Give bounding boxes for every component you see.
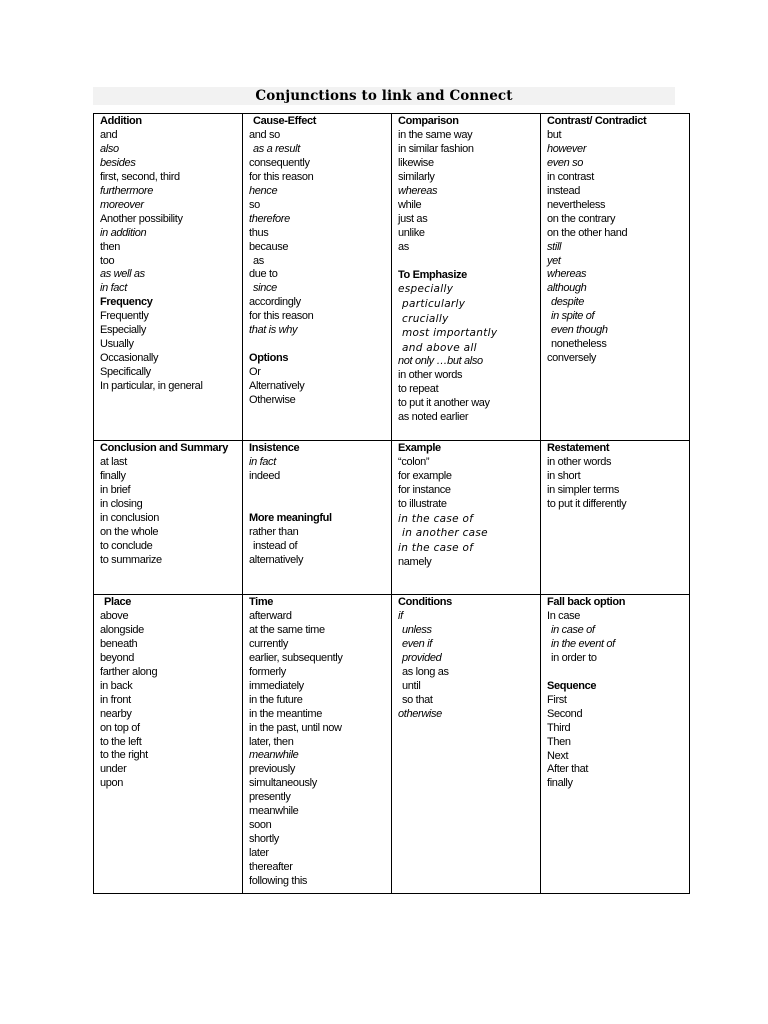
section-heading: Time — [249, 596, 274, 608]
list-item: indeed — [249, 469, 280, 482]
list-item: thus — [249, 226, 269, 239]
list-item: above — [100, 609, 129, 622]
list-item: in other words — [398, 369, 463, 382]
table-cell — [541, 595, 690, 894]
list-item: in order to — [551, 651, 597, 664]
list-item: formerly — [249, 665, 286, 678]
list-item: Third — [547, 721, 571, 734]
list-item: Otherwise — [249, 394, 296, 407]
list-item: for this reason — [249, 170, 314, 183]
list-item: also — [100, 142, 119, 155]
list-item: instead — [547, 184, 581, 197]
list-item: hence — [249, 184, 278, 197]
list-item: Then — [547, 735, 571, 748]
list-item: Usually — [100, 338, 134, 351]
list-item: in fact — [100, 282, 127, 295]
list-item: immediately — [249, 679, 304, 692]
spacer — [547, 666, 689, 680]
list-item: Occasionally — [100, 352, 159, 365]
list-item: in back — [100, 679, 133, 692]
cell-fallback — [547, 596, 689, 791]
list-item: shortly — [249, 833, 279, 846]
list-item: first, second, third — [100, 170, 180, 183]
list-item: in case of — [551, 623, 595, 636]
list-item: to illustrate — [398, 497, 447, 510]
list-item: because — [249, 240, 289, 253]
list-item: currently — [249, 637, 289, 650]
list-item: Second — [547, 707, 583, 720]
title-bar — [93, 87, 675, 105]
list-item: in the event of — [551, 637, 615, 650]
list-item: therefore — [249, 212, 290, 225]
list-item: simultaneously — [249, 777, 317, 790]
list-item: to the right — [100, 749, 148, 762]
section-heading: Place — [104, 596, 131, 608]
page-title: Conjunctions to link and Connect — [255, 88, 513, 104]
list-item: in front — [100, 693, 131, 706]
table-cell — [243, 114, 392, 441]
list-item: Specifically — [100, 366, 151, 379]
section-heading: Sequence — [547, 679, 597, 692]
spacer — [249, 484, 391, 512]
list-item: Another possibility — [100, 212, 183, 225]
list-item: and above all — [402, 341, 477, 354]
list-item: however — [547, 142, 587, 155]
list-item: at last — [100, 455, 127, 468]
conjunctions-table — [93, 113, 690, 894]
list-item: earlier, subsequently — [249, 651, 343, 664]
list-item: After that — [547, 763, 589, 776]
list-item: furthermore — [100, 184, 154, 197]
list-item: too — [100, 254, 115, 267]
list-item: since — [253, 282, 277, 295]
cell-restatement — [547, 442, 689, 512]
list-item: so — [249, 198, 260, 211]
section-heading: Options — [249, 352, 289, 365]
section-heading: Insistence — [249, 442, 300, 454]
section-heading: Contrast/ Contradict — [547, 115, 647, 127]
list-item: meanwhile — [249, 749, 299, 762]
list-item: to put it another way — [398, 397, 490, 410]
section-heading: Comparison — [398, 115, 459, 127]
list-item: alternatively — [249, 553, 304, 566]
cell-place — [100, 596, 242, 791]
list-item: yet — [547, 254, 561, 267]
cell-conditions — [398, 596, 540, 722]
list-item: not only …but also — [398, 355, 483, 368]
list-item: as — [253, 254, 264, 267]
list-item: on the other hand — [547, 226, 628, 239]
list-item: finally — [547, 777, 573, 790]
section-heading: Restatement — [547, 442, 610, 454]
section-heading: Conclusion and Summary — [100, 442, 228, 454]
list-item: in closing — [100, 497, 143, 510]
list-item: to repeat — [398, 383, 439, 396]
list-item: In case — [547, 609, 581, 622]
list-item: particularly — [402, 298, 466, 311]
table-cell — [94, 595, 243, 894]
list-item: in the future — [249, 693, 303, 706]
list-item: Frequently — [100, 310, 149, 323]
list-item: to summarize — [100, 553, 162, 566]
list-item: in short — [547, 469, 581, 482]
list-item: in the meantime — [249, 707, 323, 720]
list-item: consequently — [249, 156, 310, 169]
list-item: then — [100, 240, 121, 253]
table-cell — [392, 441, 541, 595]
list-item: nonetheless — [551, 338, 607, 351]
cell-conclusion — [100, 442, 242, 568]
list-item: Or — [249, 366, 261, 379]
list-item: but — [547, 128, 562, 141]
list-item: crucially — [402, 312, 449, 325]
list-item: in other words — [547, 455, 612, 468]
list-item: especially — [398, 283, 454, 296]
list-item: In particular, in general — [100, 380, 203, 393]
cell-insistence — [249, 442, 391, 568]
list-item: on top of — [100, 721, 140, 734]
list-item: following this — [249, 875, 308, 888]
table-cell — [94, 114, 243, 441]
list-item: likewise — [398, 156, 434, 169]
list-item: provided — [402, 651, 442, 664]
list-item: beyond — [100, 651, 134, 664]
list-item: in the case of — [398, 512, 474, 525]
list-item: “colon” — [398, 455, 430, 468]
cell-comparison — [398, 115, 540, 425]
section-heading: To Emphasize — [398, 268, 467, 281]
table-cell — [243, 441, 392, 595]
list-item: as a result — [253, 142, 300, 155]
list-item: whereas — [398, 184, 438, 197]
list-item: unless — [402, 623, 432, 636]
cell-contrast — [547, 115, 689, 366]
list-item: on the whole — [100, 525, 159, 538]
list-item: instead of — [253, 539, 298, 552]
section-heading: Fall back option — [547, 596, 626, 608]
list-item: in the past, until now — [249, 721, 342, 734]
table-row — [94, 441, 690, 595]
table-cell — [541, 441, 690, 595]
list-item: until — [402, 679, 421, 692]
list-item: even so — [547, 156, 584, 169]
list-item: later — [249, 847, 269, 860]
list-item: to put it differently — [547, 497, 627, 510]
cell-cause-effect — [249, 115, 391, 408]
list-item: under — [100, 763, 127, 776]
table-cell — [541, 114, 690, 441]
list-item: for instance — [398, 483, 451, 496]
list-item: just as — [398, 212, 428, 225]
list-item: beneath — [100, 637, 138, 650]
list-item: conversely — [547, 352, 597, 365]
list-item: still — [547, 240, 562, 253]
list-item: in fact — [249, 455, 276, 468]
list-item: on the contrary — [547, 212, 616, 225]
list-item: rather than — [249, 525, 299, 538]
list-item: in simpler terms — [547, 483, 620, 496]
list-item: so that — [402, 693, 433, 706]
list-item: as long as — [402, 665, 449, 678]
list-item: if — [398, 609, 403, 622]
list-item: in conclusion — [100, 511, 160, 524]
list-item: meanwhile — [249, 805, 299, 818]
list-item: afterward — [249, 609, 292, 622]
list-item: besides — [100, 156, 136, 169]
list-item: for this reason — [249, 310, 314, 323]
list-item: as well as — [100, 268, 145, 281]
list-item: due to — [249, 268, 278, 281]
section-heading: More meaningful — [249, 511, 332, 524]
list-item: in addition — [100, 226, 147, 239]
list-item: nevertheless — [547, 198, 606, 211]
list-item: moreover — [100, 198, 144, 211]
list-item: that is why — [249, 324, 298, 337]
list-item: alongside — [100, 623, 144, 636]
list-item: thereafter — [249, 861, 293, 874]
list-item: most importantly — [402, 327, 498, 340]
list-item: despite — [551, 296, 585, 309]
list-item: even though — [551, 324, 608, 337]
table-cell — [94, 441, 243, 595]
list-item: in spite of — [551, 310, 595, 323]
section-heading: Conditions — [398, 596, 452, 608]
list-item: accordingly — [249, 296, 301, 309]
list-item: namely — [398, 555, 432, 568]
list-item: soon — [249, 819, 272, 832]
list-item: as noted earlier — [398, 411, 469, 424]
list-item: later, then — [249, 735, 294, 748]
list-item: Alternatively — [249, 380, 305, 393]
section-heading: Addition — [100, 115, 142, 127]
list-item: First — [547, 693, 567, 706]
list-item: to conclude — [100, 539, 153, 552]
list-item: although — [547, 282, 587, 295]
list-item: farther along — [100, 665, 158, 678]
section-heading: Frequency — [100, 296, 153, 309]
cell-example — [398, 442, 540, 570]
list-item: presently — [249, 791, 291, 804]
cell-time — [249, 596, 391, 889]
list-item: in similar fashion — [398, 142, 474, 155]
spacer — [398, 255, 540, 269]
list-item: whereas — [547, 268, 587, 281]
list-item: similarly — [398, 170, 435, 183]
table-row — [94, 595, 690, 894]
list-item: Next — [547, 749, 569, 762]
list-item: and — [100, 128, 118, 141]
list-item: in the same way — [398, 128, 473, 141]
list-item: otherwise — [398, 707, 442, 720]
list-item: to the left — [100, 735, 142, 748]
list-item: at the same time — [249, 623, 325, 636]
table-row — [94, 114, 690, 441]
table-cell — [392, 595, 541, 894]
section-heading: Cause-Effect — [253, 115, 317, 127]
list-item: nearby — [100, 707, 132, 720]
list-item: even if — [402, 637, 432, 650]
list-item: in the case of — [398, 541, 474, 554]
list-item: finally — [100, 469, 126, 482]
section-heading: Example — [398, 442, 441, 454]
table-cell — [392, 114, 541, 441]
list-item: unlike — [398, 226, 425, 239]
cell-addition — [100, 115, 242, 394]
list-item: in another case — [402, 527, 488, 540]
list-item: as — [398, 240, 409, 253]
list-item: for example — [398, 469, 452, 482]
list-item: while — [398, 198, 422, 211]
list-item: and so — [249, 128, 280, 141]
table-cell — [243, 595, 392, 894]
list-item: in brief — [100, 483, 131, 496]
spacer — [249, 338, 391, 352]
list-item: in contrast — [547, 170, 594, 183]
list-item: previously — [249, 763, 296, 776]
list-item: Especially — [100, 324, 147, 337]
list-item: upon — [100, 777, 124, 790]
